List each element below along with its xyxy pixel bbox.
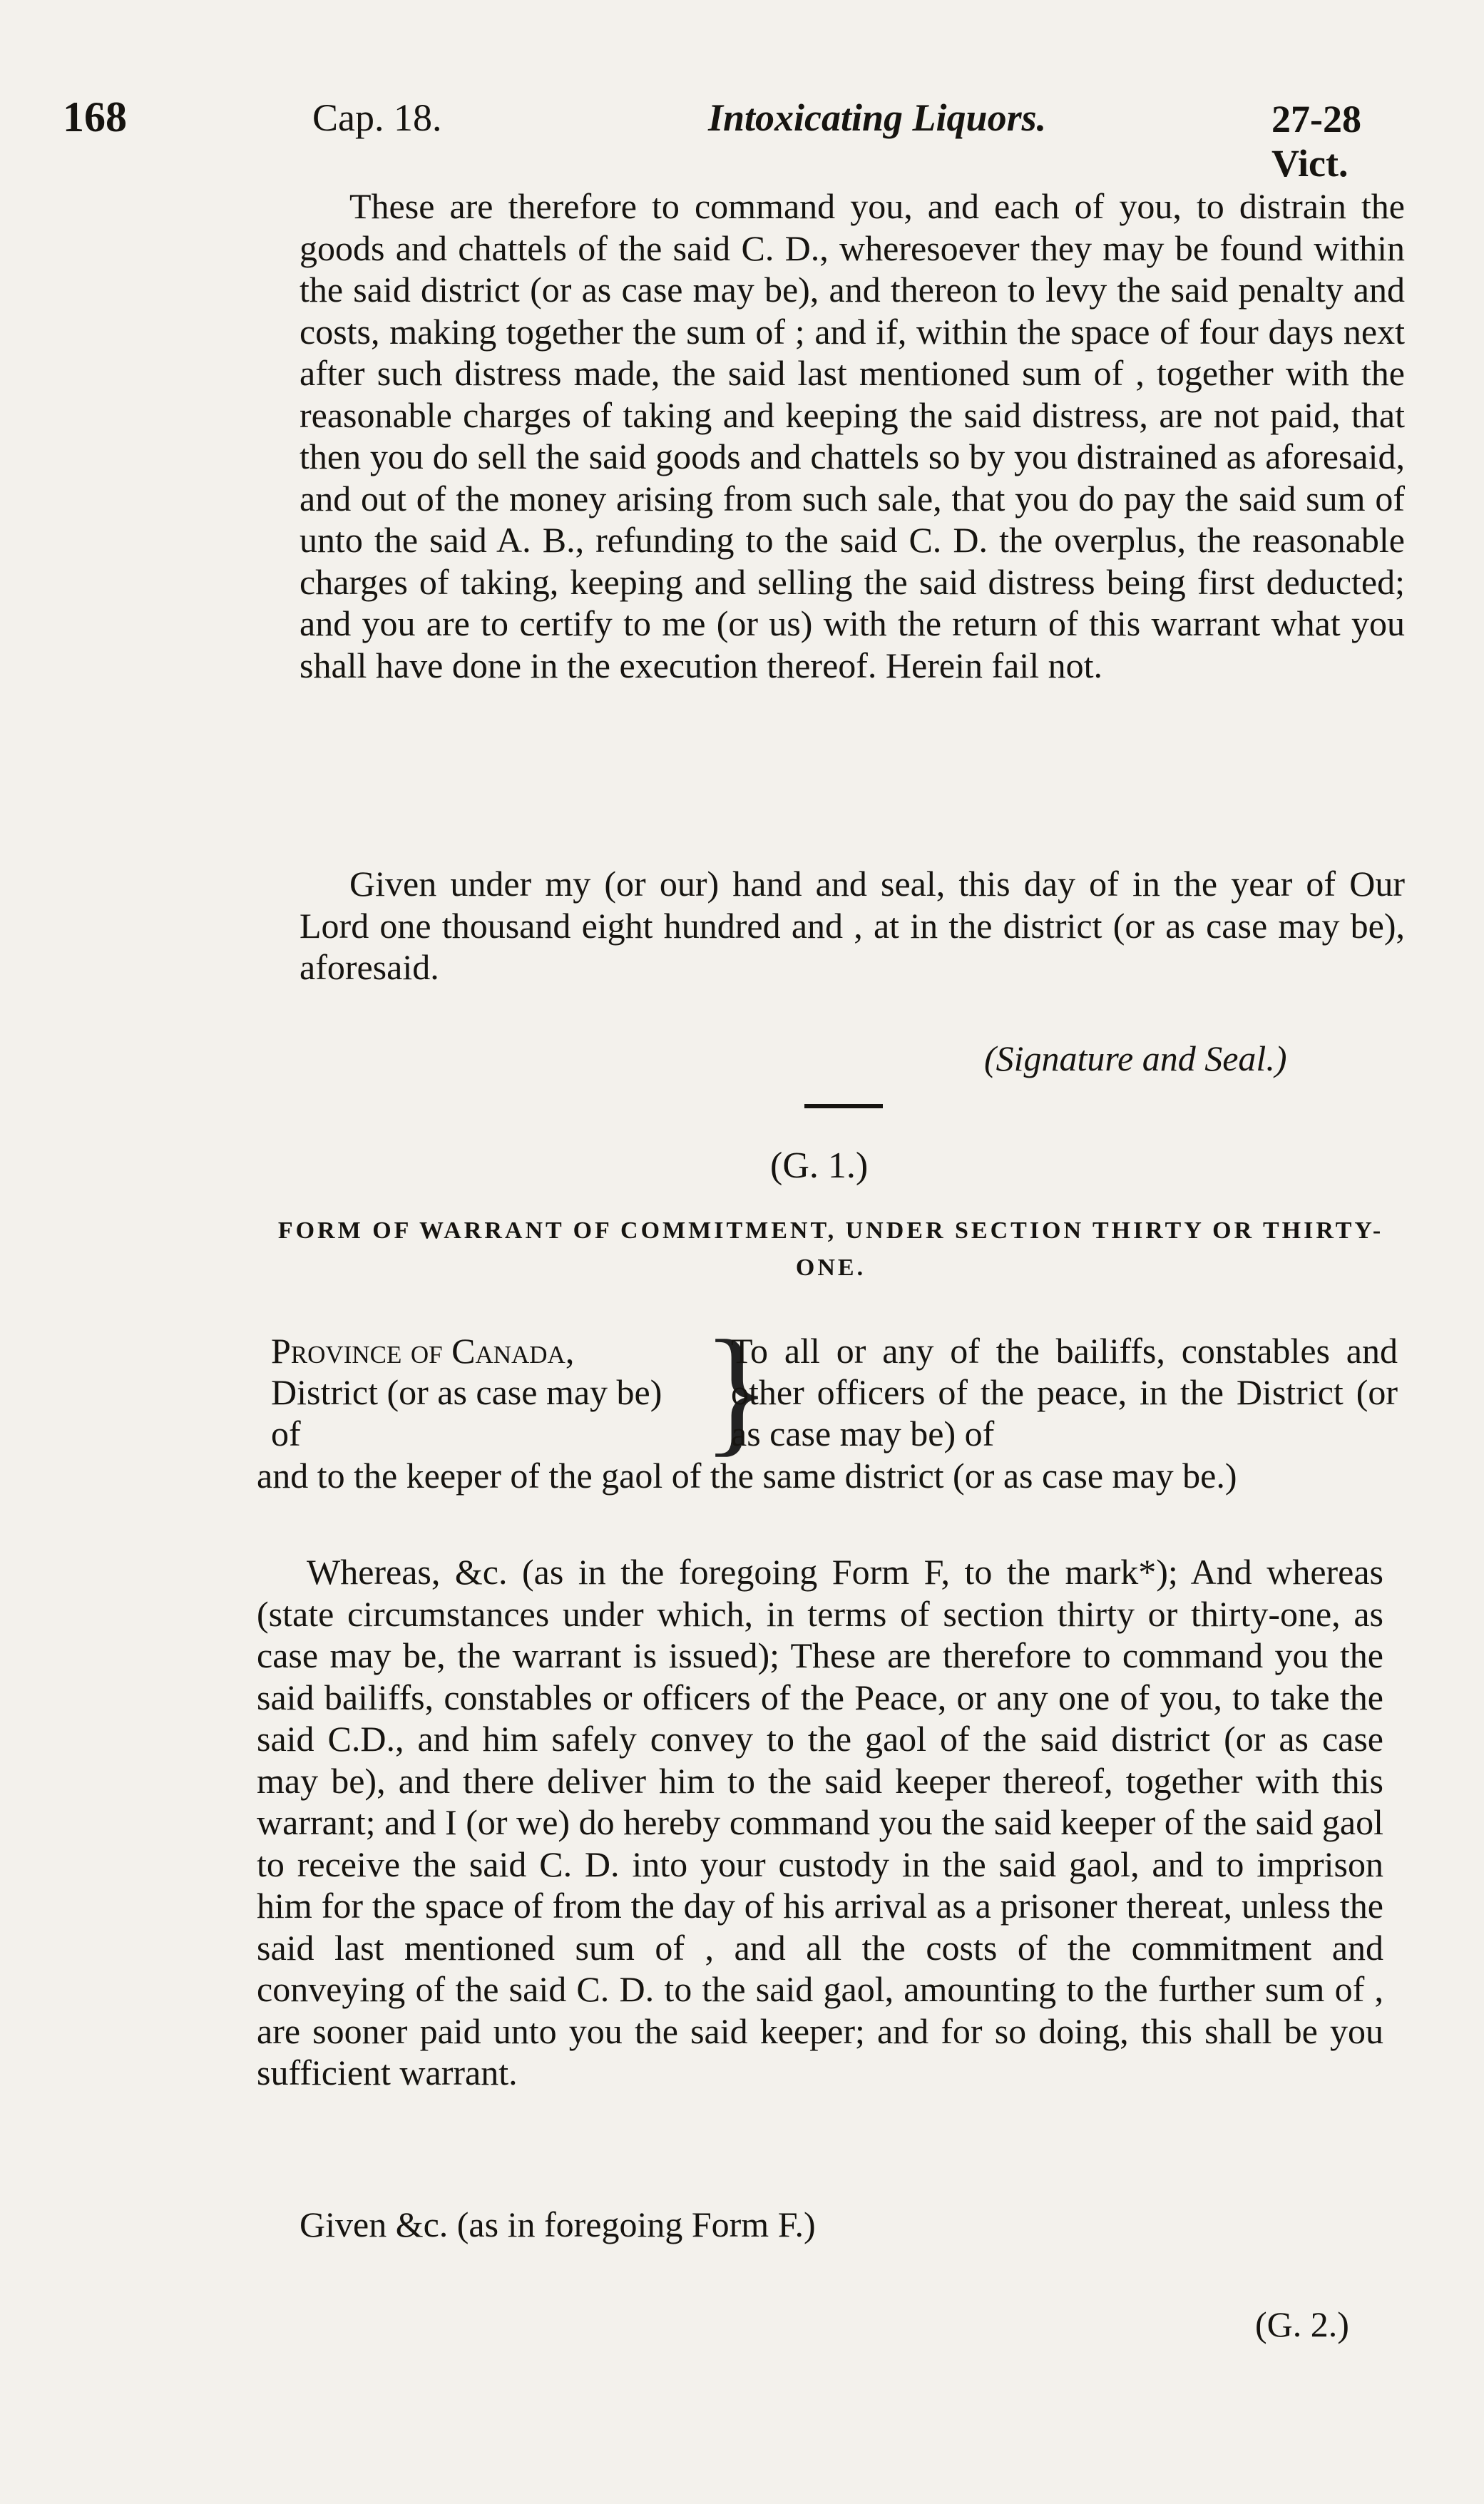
paragraph: These are therefore to command you, and each of you, to distrain the goods and chattels of the said C. D., wheresoever they may be found within the said district (or as case may be), and thereon to levy the said penalty and costs, making together the sum of ; and if, within the space of four days next after such distress made, the said last mentioned sum of , together with the reasonable charges of taking and keeping the said distress, are not paid, that then you do sell the said goods and chattels so by you distrained as aforesaid, and out of the money arising from such sale, that you do pay the said sum of unto the said A. B., refunding to the said C. D. the overplus, the reasonable charges of taking, keeping and selling the said distress being first deducted; and you are to certify to me (or us) with the return of this warrant what you shall have done in the execution thereof. Herein fail not.: [300, 186, 1405, 685]
form-heading: FORM OF WARRANT OF COMMITMENT, UNDER SECTION THIRTY OR THIRTY-ONE.: [277, 1217, 1384, 1281]
province-label: Province of Canada,: [271, 1331, 575, 1371]
running-header: [63, 93, 1418, 185]
paragraph: Given under my (or our) hand and seal, this day of in the year of Our Lord one thousand eight hundred and , at in the district (or as case may be), aforesaid.: [300, 864, 1405, 987]
warrant-f-given-paragraph: [300, 863, 1405, 988]
next-form-label: (G. 2.): [1255, 2304, 1349, 2344]
section-divider: [804, 1104, 883, 1108]
chapter-label: Cap. 18.: [312, 96, 442, 139]
district-label: District (or as case may be) of: [271, 1372, 662, 1453]
address-block: To all or any of the bailiffs, constables and other officers of the peace, in the District (or as case may be) of: [731, 1331, 1398, 1453]
paragraph: Whereas, &c. (as in the foregoing Form F, to the mark*); And whereas (state circumstances under which, in terms of section thirty or thirty-one, as case may be, the warrant is issued); These are therefore to command you the said bailiffs, constables or officers of the Peace, or any one of you, to take the said C.D., and him safely convey to the gaol of the said district (or as case may be), and there deliver him to the said keeper thereof, together with this warrant; and I (or we) do hereby command you the said keeper of the said gaol to receive the said C. D. into your custody in the said gaol, and to imprison him for the space of from the day of his arrival as a prisoner thereat, unless the said last mentioned sum of , and all the costs of the commitment and conveying of the said C. D. to the said gaol, amounting to the further sum of , are sooner paid unto you the said keeper; and for so doing, this shall be you sufficient warrant.: [257, 1552, 1383, 2092]
page-number: 168: [63, 93, 127, 140]
form-g1-body: [257, 1551, 1383, 2094]
venue-block: [271, 1330, 699, 1454]
regnal-year: 27-28 Vict.: [1271, 98, 1361, 185]
address-continuation: and to the keeper of the gaol of the same district (or as case may be.): [257, 1456, 1237, 1496]
given-clause: Given &c. (as in foregoing Form F.): [300, 2204, 816, 2244]
warrant-f-command-paragraph: [300, 185, 1405, 686]
curly-brace: }: [702, 1312, 771, 1469]
act-title: Intoxicating Liquors.: [708, 96, 1047, 139]
signature-line: (Signature and Seal.): [984, 1038, 1287, 1078]
form-label: (G. 1.): [770, 1145, 869, 1186]
